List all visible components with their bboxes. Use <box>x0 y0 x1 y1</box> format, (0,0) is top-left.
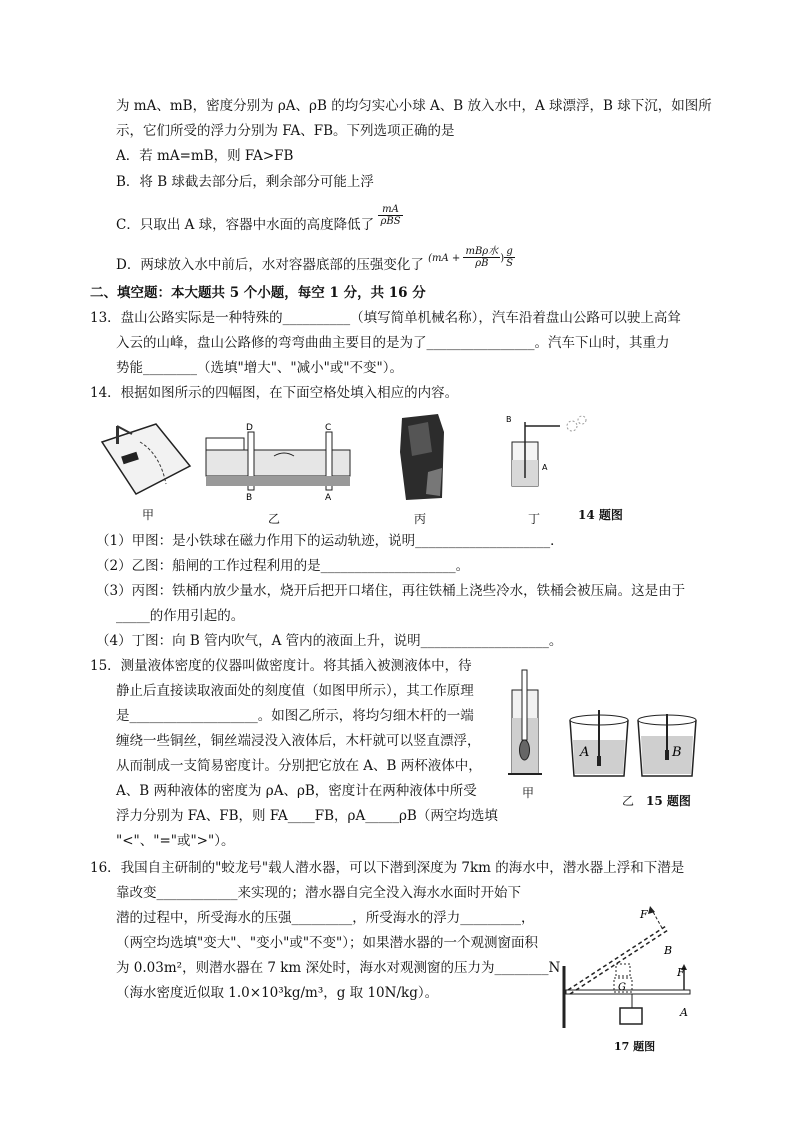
q14-part-2: （2）乙图：船闸的工作过程利用的是____________________。 <box>96 558 470 574</box>
svg-text:A: A <box>542 463 548 472</box>
q14-figure-bing <box>398 412 448 502</box>
q12-option-d-expr: (mA + <box>428 253 464 264</box>
q15-figure-caption: 15 题图 <box>646 794 691 808</box>
q14-label-jia: 甲 <box>142 508 155 522</box>
q12-option-d-denominator: ρB <box>475 258 489 269</box>
q15-label-yi: 乙 <box>622 794 635 808</box>
q16-line6: （海水密度近似取 1.0×10³kg/m³，g 取 10N/kg）。 <box>116 985 439 1001</box>
q15-line2: 静止后直接读取液面处的刻度值（如图甲所示），其工作原理 <box>116 683 474 699</box>
q12-option-d-s: S <box>506 258 513 269</box>
q14-label-yi: 乙 <box>268 512 281 526</box>
q14-label-bing: 丙 <box>414 512 427 526</box>
fig17-label-g: G <box>618 982 626 993</box>
q12-option-d-numerator: mBρ水 <box>465 246 499 257</box>
q16-line1: 16．我国自主研制的"蛟龙号"载人潜水器，可以下潜到深度为 7km 的海水中，潜水器上浮和下潜是 <box>90 860 685 876</box>
q14-yi-letter-c: C <box>325 423 332 433</box>
q15-line6: A、B 两种液体的密度为 ρA、ρB，密度计在两种液体中所受 <box>116 783 477 799</box>
q13-line1: 13．盘山公路实际是一种特殊的__________（填写简单机械名称），汽车沿着盘山公路可以驶上高耸 <box>90 310 681 326</box>
fig17-lever-diagram <box>556 904 700 1030</box>
q12-option-d: D．两球放入水中前后，水对容器底部的压强变化了 $^{(mA +}$ $\frac{\text{mBρ水}}{\rho B}$ ) $\frac{g}{S}$ <box>116 246 513 273</box>
q12-option-d-fraction <box>463 246 500 269</box>
q14-yi-letter-b: B <box>246 493 253 502</box>
fig17-label-b: B <box>664 944 673 957</box>
q13-line3: 势能________（选填"增大"、"减小"或"不变"）。 <box>116 360 404 376</box>
q16-line5: 为 0.03m²，则潜水器在 7 km 深处时，海水对观测窗的压力为________N <box>116 960 561 976</box>
q16-line4: （两空均选填"变大"、"变小"或"不变"）；如果潜水器的一个观测窗面积 <box>116 935 539 951</box>
section-heading-fill-in: 二、填空题：本大题共 5 个小题，每空 1 分，共 16 分 <box>90 285 426 301</box>
q12-option-c-fraction <box>378 204 402 227</box>
q14-stem: 14．根据如图所示的四幅图，在下面空格处填入相应的内容。 <box>90 385 459 401</box>
q12-option-c <box>116 204 403 237</box>
fig17-label-f-top: F <box>640 908 648 921</box>
q12-option-c-text: C．只取出 A 球，容器中水面的高度降低了 <box>116 217 375 233</box>
q13-line2: 入云的山峰，盘山公路修的弯弯曲曲主要目的是为了________________。汽车下山时，其重力 <box>116 335 670 351</box>
q12-stem-line1: 为 mA、mB，密度分别为 ρA、ρB 的均匀实心小球 A、B 放入水中，A 球漂浮，B 球下沉，如图所 <box>116 98 712 114</box>
q14-label-ding: 丁 <box>528 512 541 526</box>
q14-figure-ding <box>500 412 600 492</box>
q15-line1: 15．测量液体密度的仪器叫做密度计。将其插入被测液体中，待 <box>90 658 472 674</box>
q15-line7: 浮力分别为 FA、FB，则 FA____FB，ρA_____ρB（两空均选填 <box>116 808 498 824</box>
q15-line5: 从而制成一支简易密度计。分别把它放在 A、B 两杯液体中， <box>116 758 482 774</box>
svg-text:B: B <box>506 415 512 424</box>
q15-figure-jia <box>508 668 542 778</box>
q15-line8: "<"、"="或">"）。 <box>116 833 235 849</box>
q14-figure-jia <box>96 404 196 500</box>
q15-line3: 是___________________。如图乙所示，将均匀细木杆的一端 <box>116 708 474 724</box>
q12-option-d-text: D．两球放入水中前后，水对容器底部的压强变化了 <box>116 257 424 273</box>
q16-line2: 靠改变____________来实现的；潜水器自完全没入海水水面时开始下 <box>116 885 521 901</box>
q12-option-a: A．若 mA=mB，则 FA>FB <box>116 148 294 164</box>
q15-label-jia: 甲 <box>522 786 535 800</box>
q12-option-b: B．将 B 球截去部分后，剩余部分可能上浮 <box>116 174 374 190</box>
q12-option-c-numerator: mA <box>378 204 402 216</box>
q14-part-4: （4）丁图：向 B 管内吹气，A 管内的液面上升，说明___________________。 <box>96 633 563 649</box>
fig17-caption: 17 题图 <box>614 1040 656 1053</box>
q14-part-3-line1: （3）丙图：铁桶内放少量水，烧开后把开口堵住，再往铁桶上浇些冷水，铁桶会被压扁。这是由于 <box>96 583 686 599</box>
fig17-label-f-right: F <box>677 966 685 979</box>
q14-part-3-line2: _____的作用引起的。 <box>116 608 245 624</box>
q14-part-1: （1）甲图：是小铁球在磁力作用下的运动轨迹，说明____________________． <box>96 533 564 549</box>
q15-figure-yi <box>566 706 702 780</box>
q14-figure-yi <box>204 422 352 502</box>
q14-yi-letter-a: A <box>325 493 332 502</box>
q12-option-d-g: g <box>504 246 515 258</box>
q14-yi-letter-d: D <box>246 423 253 433</box>
q12-option-c-denominator: ρBS <box>380 216 401 227</box>
q15-cup-b-letter: B <box>672 745 682 760</box>
q15-line4: 缠绕一些铜丝，铜丝端浸没入液体后，木杆就可以竖直漂浮， <box>116 733 481 749</box>
fig17-label-a: A <box>680 1006 688 1019</box>
q12-stem-line2: 示，它们所受的浮力分别为 FA、FB。下列选项正确的是 <box>116 123 455 139</box>
q16-line3: 潜的过程中，所受海水的压强_________，所受海水的浮力_________， <box>116 910 535 926</box>
q14-figure-caption: 14 题图 <box>578 508 623 522</box>
q12-option-d-g-over-s <box>504 246 515 269</box>
q15-cup-a-letter: A <box>580 745 590 760</box>
